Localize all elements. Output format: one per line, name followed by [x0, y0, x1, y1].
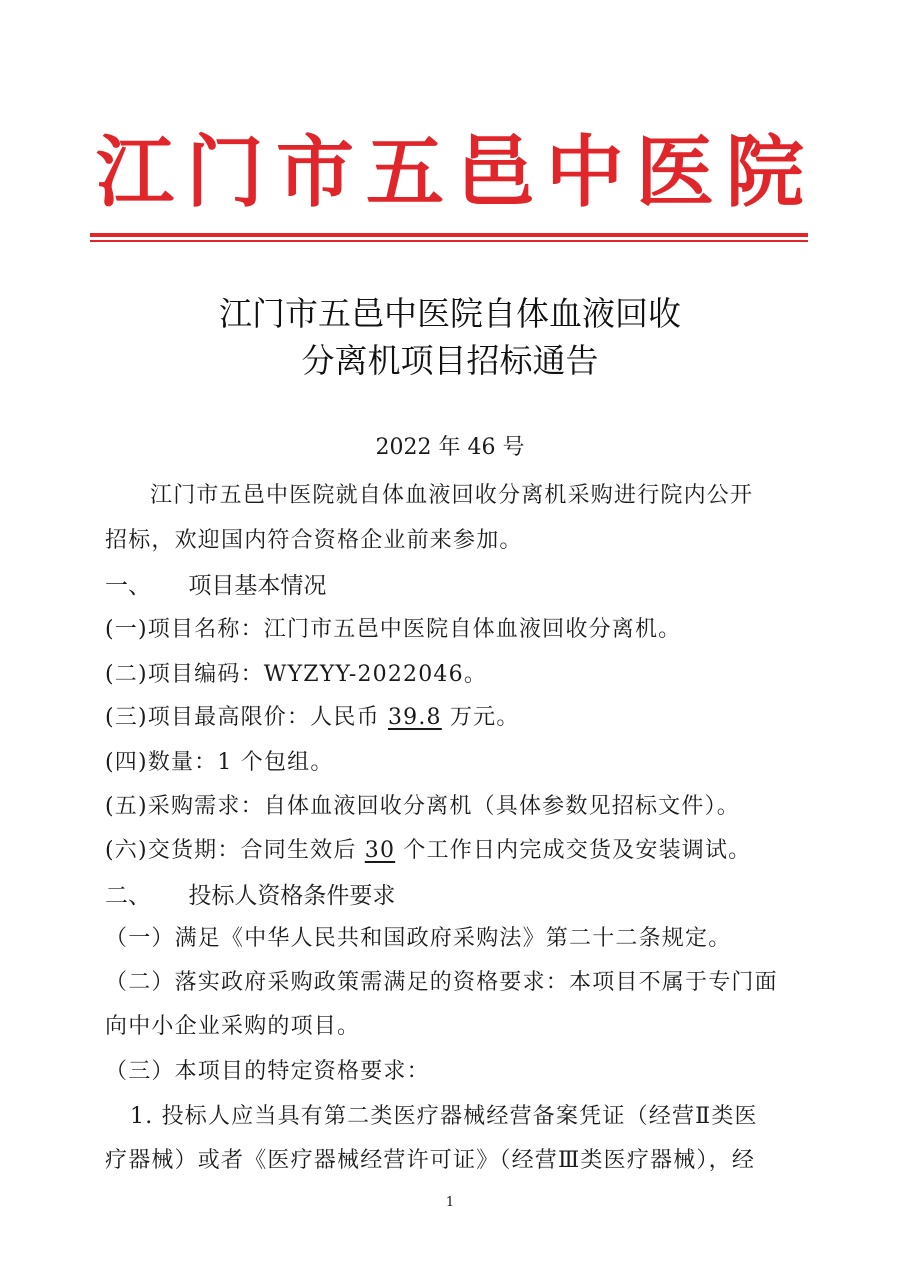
- section2-item2-line1: （二）落实政府采购政策需满足的资格要求：本项目不属于专门面: [105, 970, 778, 995]
- letterhead-char: 市: [275, 127, 354, 218]
- section1-item1: (一)项目名称：江门市五邑中医院自体血液回收分离机。: [105, 617, 682, 642]
- intro-line2: 招标，欢迎国内符合资格企业前来参加。: [105, 528, 523, 553]
- section1-number: 一、: [105, 573, 151, 599]
- section2-item2-line2: 向中小企业采购的项目。: [105, 1014, 361, 1039]
- intro-line1: 江门市五邑中医院就自体血液回收分离机采购进行院内公开: [150, 483, 754, 508]
- letterhead-rule-thin: [90, 240, 808, 242]
- section2-item3: （三）本项目的特定资格要求：: [105, 1059, 430, 1084]
- section1-title: 项目基本情况: [188, 573, 327, 599]
- letterhead: [96, 128, 804, 218]
- section2-heading: [105, 877, 395, 910]
- section1-item3: [105, 700, 520, 731]
- document-title-line2: 分离机项目招标通告: [301, 341, 599, 380]
- letterhead-char: 中: [545, 127, 624, 218]
- letterhead-char: 江: [96, 127, 175, 218]
- item3-prefix: (三)项目最高限价：人民币: [105, 705, 388, 730]
- page-number: 1: [445, 1195, 455, 1210]
- section2-title: 投标人资格条件要求: [188, 883, 396, 909]
- section1-heading: [105, 567, 326, 600]
- item6-suffix: 个工作日内完成交货及安装调试。: [395, 838, 752, 863]
- section2-sub1-line2: 疗器械）或者《医疗器械经营许可证》（经营Ⅲ类医疗器械），经: [105, 1148, 756, 1173]
- item3-suffix: 万元。: [441, 705, 520, 730]
- section1-item6: [105, 833, 751, 864]
- section2-item1: （一）满足《中华人民共和国政府采购法》第二十二条规定。: [105, 926, 732, 951]
- section1-item2: (二)项目编码：WYZYY-2022046。: [105, 662, 488, 687]
- document-number: 2022 年 46 号: [375, 435, 525, 460]
- price-cap-value: 39.8: [387, 705, 442, 730]
- letterhead-rule-thick: [90, 233, 808, 237]
- letterhead-char: 门: [185, 127, 264, 218]
- section1-item5: (五)采购需求：自体血液回收分离机（具体参数见招标文件）。: [105, 794, 740, 819]
- letterhead-char: 五: [365, 127, 444, 218]
- letterhead-char: 院: [725, 127, 804, 218]
- section1-item4: (四)数量：1 个包组。: [105, 750, 334, 775]
- letterhead-char: 邑: [455, 127, 534, 218]
- item6-prefix: (六)交货期：合同生效后: [105, 838, 365, 863]
- section2-number: 二、: [105, 883, 151, 909]
- document-title-line1: 江门市五邑中医院自体血液回收: [219, 294, 681, 333]
- delivery-days-value: 30: [364, 838, 396, 863]
- letterhead-char: 医: [635, 127, 714, 218]
- section2-sub1-line1: 1. 投标人应当具有第二类医疗器械经营备案凭证（经营Ⅱ类医: [130, 1104, 758, 1129]
